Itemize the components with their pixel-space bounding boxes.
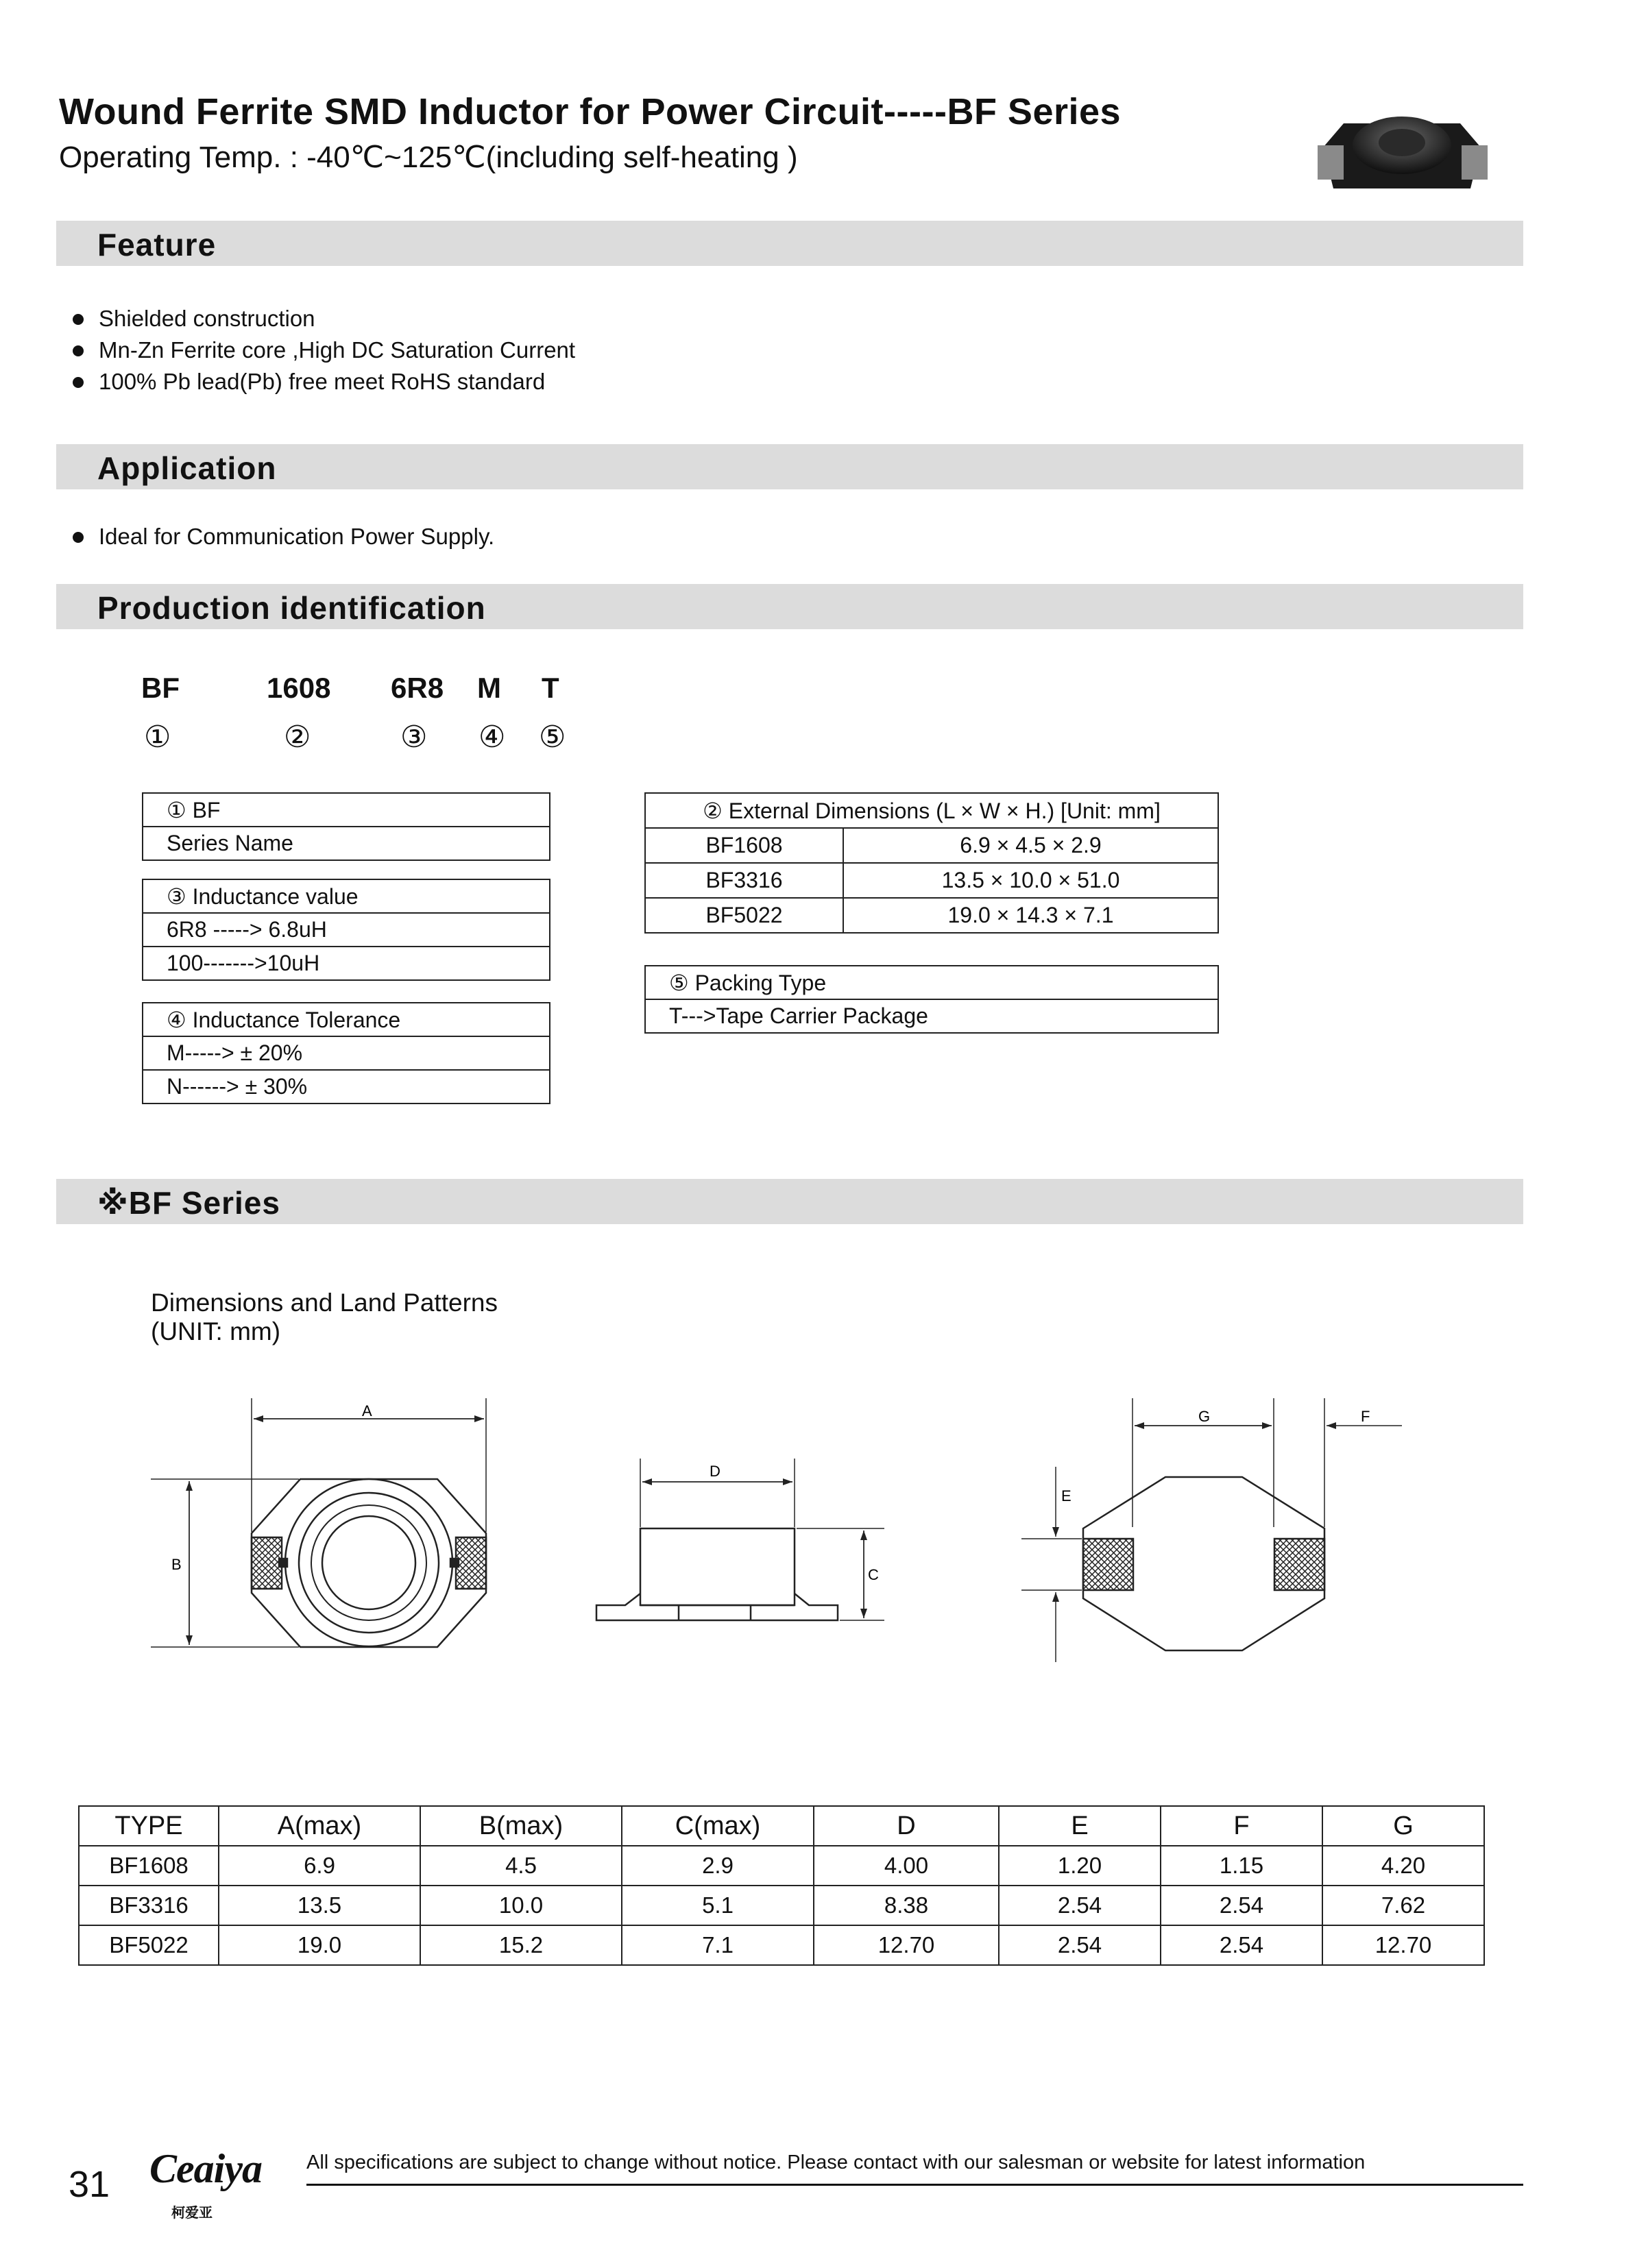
col-g: G bbox=[1322, 1806, 1484, 1846]
dimensions-title: Dimensions and Land Patterns bbox=[151, 1289, 498, 1317]
production-band bbox=[56, 584, 1523, 629]
marker-4: ④ bbox=[479, 720, 506, 754]
table-row: M-----> ± 20% bbox=[143, 1036, 550, 1070]
application-item: Ideal for Communication Power Supply. bbox=[73, 524, 494, 550]
application-heading: Application bbox=[97, 450, 277, 486]
dim-value: 13.5 × 10.0 × 51.0 bbox=[843, 863, 1218, 898]
cell: 2.54 bbox=[999, 1925, 1161, 1965]
table-header: ③ Inductance value bbox=[143, 879, 550, 913]
label-g: G bbox=[1198, 1408, 1211, 1425]
code-packing: T bbox=[542, 672, 559, 704]
cell: 1.20 bbox=[999, 1846, 1161, 1886]
code-size: 1608 bbox=[267, 672, 331, 704]
cell: 15.2 bbox=[420, 1925, 622, 1965]
page-number: 31 bbox=[69, 2164, 110, 2205]
cell: 5.1 bbox=[622, 1886, 814, 1925]
cell: 8.38 bbox=[814, 1886, 999, 1925]
packing-type-table bbox=[644, 965, 1219, 1034]
dim-value: 6.9 × 4.5 × 2.9 bbox=[843, 828, 1218, 863]
dimension-drawings bbox=[0, 1371, 1635, 1686]
marker-3: ③ bbox=[400, 720, 428, 754]
cell: 2.54 bbox=[1161, 1886, 1322, 1925]
cell: 13.5 bbox=[219, 1886, 420, 1925]
table-header: ⑤ Packing Type bbox=[645, 966, 1218, 999]
cell: BF5022 bbox=[79, 1925, 219, 1965]
production-heading: Production identification bbox=[97, 590, 486, 626]
code-inductance: 6R8 bbox=[391, 672, 444, 704]
col-type: TYPE bbox=[79, 1806, 219, 1846]
table-row bbox=[79, 1846, 1484, 1886]
cell: 2.54 bbox=[1161, 1925, 1322, 1965]
code-tolerance: M bbox=[477, 672, 501, 704]
cell: 2.54 bbox=[999, 1886, 1161, 1925]
cell: 12.70 bbox=[1322, 1925, 1484, 1965]
marker-5: ⑤ bbox=[539, 720, 566, 754]
top-view-drawing bbox=[151, 1398, 486, 1647]
feature-item: Shielded construction bbox=[73, 306, 315, 332]
series-name-table bbox=[142, 792, 550, 861]
label-a: A bbox=[362, 1402, 372, 1419]
feature-item: Mn-Zn Ferrite core ,High DC Saturation Current bbox=[73, 337, 575, 363]
dimensions-unit: (UNIT: mm) bbox=[151, 1317, 281, 1345]
table-row bbox=[79, 1925, 1484, 1965]
table-header: ① BF bbox=[143, 793, 550, 827]
cell: 4.00 bbox=[814, 1846, 999, 1886]
cell: 7.62 bbox=[1322, 1886, 1484, 1925]
side-view-drawing bbox=[596, 1459, 884, 1620]
external-dimensions-table bbox=[644, 792, 1219, 934]
dim-type: BF3316 bbox=[645, 863, 843, 898]
operating-temp: Operating Temp. : -40℃~125℃(including self-heating ) bbox=[59, 141, 798, 174]
feature-heading: Feature bbox=[97, 227, 217, 263]
marker-2: ② bbox=[284, 720, 311, 754]
cell: 1.15 bbox=[1161, 1846, 1322, 1886]
dim-type: BF5022 bbox=[645, 898, 843, 933]
series-heading: ※BF Series bbox=[97, 1185, 280, 1221]
label-b: B bbox=[171, 1556, 182, 1573]
table-row bbox=[645, 863, 1218, 898]
footer-divider bbox=[306, 2184, 1523, 2186]
label-c: C bbox=[868, 1566, 879, 1583]
land-pattern-drawing bbox=[1021, 1398, 1402, 1662]
brand-logo: Ceaiya bbox=[149, 2146, 262, 2191]
feature-band bbox=[56, 221, 1523, 266]
label-f: F bbox=[1361, 1408, 1370, 1425]
table-header: ② External Dimensions (L × W × H.) [Unit: mm] bbox=[645, 793, 1218, 828]
feature-item: 100% Pb lead(Pb) free meet RoHS standard bbox=[73, 369, 545, 395]
table-row bbox=[645, 898, 1218, 933]
page-title: Wound Ferrite SMD Inductor for Power Circuit-----BF Series bbox=[59, 91, 1122, 132]
col-c: C(max) bbox=[622, 1806, 814, 1846]
cell: BF3316 bbox=[79, 1886, 219, 1925]
series-band bbox=[56, 1179, 1523, 1224]
table-row: T--->Tape Carrier Package bbox=[645, 999, 1218, 1033]
cell: 19.0 bbox=[219, 1925, 420, 1965]
table-row bbox=[645, 828, 1218, 863]
table-row: Series Name bbox=[143, 827, 550, 860]
cell: 7.1 bbox=[622, 1925, 814, 1965]
table-header-row bbox=[79, 1806, 1484, 1846]
footer-notice: All specifications are subject to change without notice. Please contact with our salesman or website for latest information bbox=[306, 2151, 1366, 2173]
cell: 2.9 bbox=[622, 1846, 814, 1886]
col-e: E bbox=[999, 1806, 1161, 1846]
cell: 6.9 bbox=[219, 1846, 420, 1886]
table-row: 6R8 -----> 6.8uH bbox=[143, 913, 550, 947]
dim-type: BF1608 bbox=[645, 828, 843, 863]
tolerance-table bbox=[142, 1002, 550, 1104]
col-b: B(max) bbox=[420, 1806, 622, 1846]
product-photo bbox=[1303, 96, 1501, 206]
cell: 4.20 bbox=[1322, 1846, 1484, 1886]
col-a: A(max) bbox=[219, 1806, 420, 1846]
label-e: E bbox=[1061, 1487, 1071, 1504]
table-row bbox=[79, 1886, 1484, 1925]
inductance-value-table bbox=[142, 879, 550, 981]
col-f: F bbox=[1161, 1806, 1322, 1846]
cell: 4.5 bbox=[420, 1846, 622, 1886]
brand-logo-cn: 柯爱亚 bbox=[171, 2206, 213, 2221]
table-row: N------> ± 30% bbox=[143, 1070, 550, 1103]
spec-table bbox=[78, 1805, 1485, 1966]
code-series: BF bbox=[141, 672, 180, 704]
marker-1: ① bbox=[144, 720, 171, 754]
table-header: ④ Inductance Tolerance bbox=[143, 1003, 550, 1036]
cell: BF1608 bbox=[79, 1846, 219, 1886]
cell: 10.0 bbox=[420, 1886, 622, 1925]
cell: 12.70 bbox=[814, 1925, 999, 1965]
dim-value: 19.0 × 14.3 × 7.1 bbox=[843, 898, 1218, 933]
table-row: 100------->10uH bbox=[143, 947, 550, 980]
col-d: D bbox=[814, 1806, 999, 1846]
label-d: D bbox=[710, 1463, 720, 1480]
application-band bbox=[56, 444, 1523, 489]
